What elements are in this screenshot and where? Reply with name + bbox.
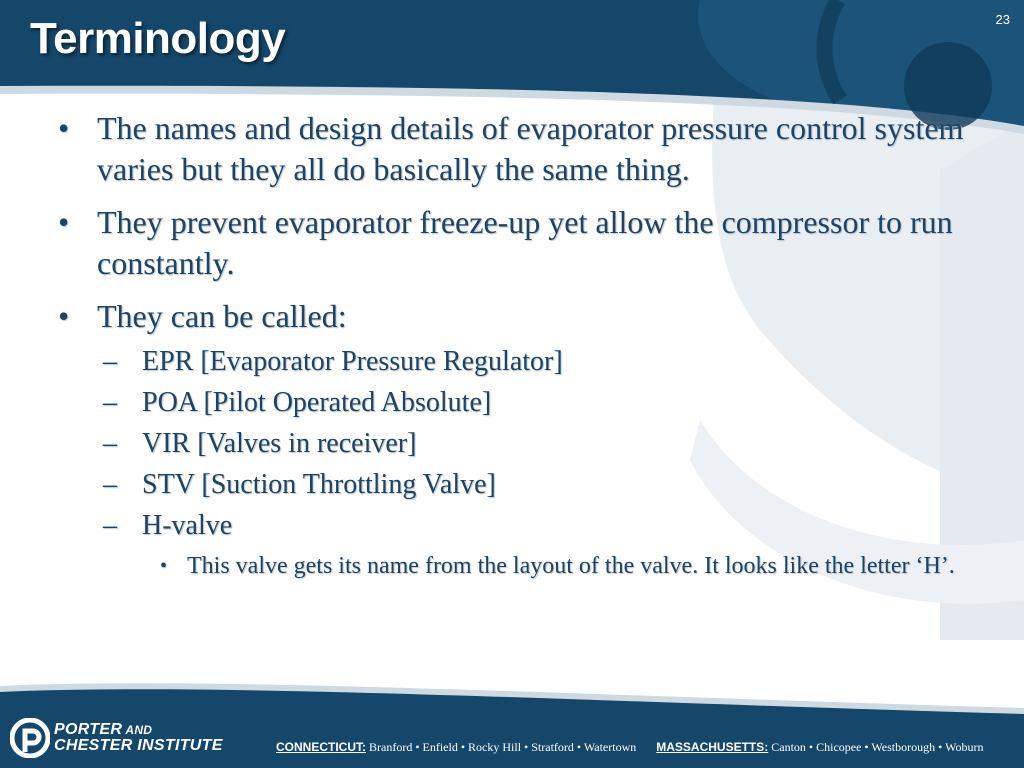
bullet-glyph: • bbox=[58, 110, 70, 146]
massachusetts-towns: Canton • Chicopee • Westborough • Woburn bbox=[771, 740, 984, 754]
connecticut-label: CONNECTICUT: bbox=[276, 740, 366, 754]
massachusetts-label: MASSACHUSETTS: bbox=[656, 740, 769, 754]
dash-glyph: – bbox=[103, 469, 117, 500]
slide-title: Terminology bbox=[30, 14, 286, 63]
bullet-glyph: • bbox=[58, 298, 70, 334]
institute-name bbox=[54, 722, 223, 754]
sub-bullet-text: STV [Suction Throttling Valve] bbox=[142, 469, 496, 500]
sub-sub-bullet-item bbox=[56, 552, 996, 581]
sub-bullet-text: POA [Pilot Operated Absolute] bbox=[142, 387, 492, 418]
bullet-item bbox=[56, 108, 996, 190]
sub-bullet-text: H-valve bbox=[142, 510, 233, 541]
porter-chester-logo-icon bbox=[10, 718, 50, 758]
sub-bullet-item bbox=[56, 345, 996, 379]
sub-bullet-item bbox=[56, 427, 996, 461]
bullet-item bbox=[56, 296, 996, 337]
connecticut-towns: Branford • Enfield • Rocky Hill • Stratford • Watertown bbox=[369, 740, 637, 754]
bullet-text: The names and design details of evaporator pressure control system varies but they all do basically the same thing. bbox=[97, 110, 964, 187]
sub-bullet-text: EPR [Evaporator Pressure Regulator] bbox=[142, 346, 563, 377]
sub-sub-bullet-text: This valve gets its name from the layout of the valve. It looks like the letter ‘H’. bbox=[187, 553, 955, 579]
sub-bullet-item bbox=[56, 386, 996, 420]
sub-bullet-text: VIR [Valves in receiver] bbox=[142, 428, 417, 459]
bullet-item bbox=[56, 202, 996, 284]
dash-glyph: – bbox=[103, 387, 117, 418]
bullet-glyph: • bbox=[58, 204, 70, 240]
dash-glyph: – bbox=[103, 510, 117, 541]
dash-glyph: – bbox=[103, 428, 117, 459]
institute-name-and: AND bbox=[122, 723, 153, 737]
slide-number: 23 bbox=[995, 12, 1010, 27]
campus-locations bbox=[276, 740, 983, 755]
institute-name-line1: PORTER bbox=[54, 721, 123, 738]
bullet-text: They can be called: bbox=[97, 298, 347, 334]
institute-name-line2: CHESTER INSTITUTE bbox=[54, 737, 223, 754]
bullet-glyph: • bbox=[160, 555, 168, 577]
sub-bullet-item bbox=[56, 468, 996, 502]
slide-body bbox=[56, 108, 996, 581]
bullet-text: They prevent evaporator freeze-up yet allow the compressor to run constantly. bbox=[97, 204, 953, 281]
sub-bullet-item bbox=[56, 509, 996, 543]
dash-glyph: – bbox=[103, 346, 117, 377]
